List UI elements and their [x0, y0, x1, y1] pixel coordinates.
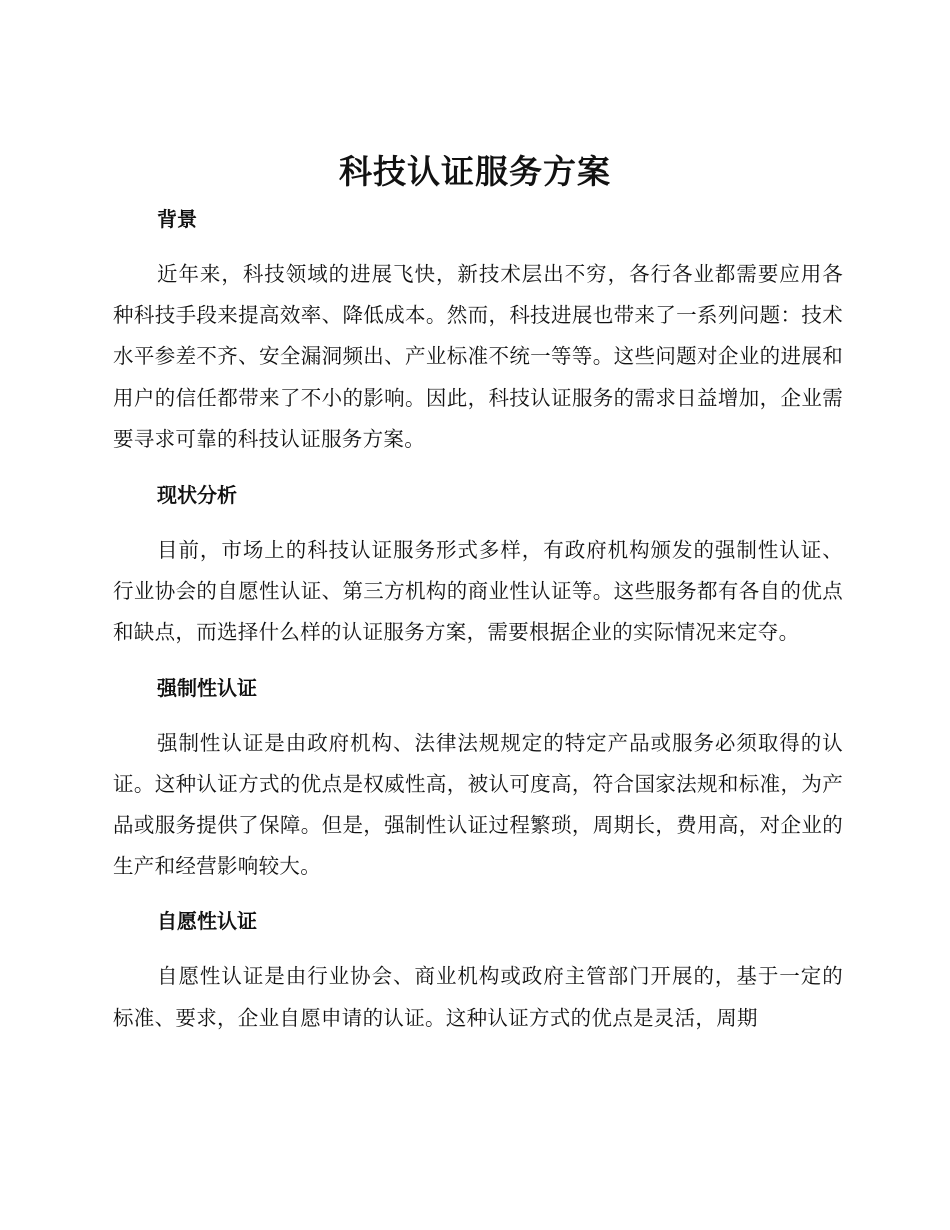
section-paragraph-voluntary-certification: 自愿性认证是由行业协会、商业机构或政府主管部门开展的，基于一定的标准、要求，企业自愿申请的认证。这种认证方式的优点是灵活，周期: [113, 964, 843, 1030]
section-heading-background: 背景: [157, 207, 197, 231]
section-heading-status-analysis: 现状分析: [157, 483, 237, 508]
section-heading-mandatory-certification: 强制性认证: [157, 675, 257, 700]
document-body: [113, 200, 843, 1039]
section-heading-voluntary-certification: 自愿性认证: [157, 909, 257, 934]
section-paragraph-background: 近年来，科技领域的进展飞快，新技术层出不穷，各行各业都需要应用各种科技手段来提高效率、降低成本。然而，科技进展也带来了一系列问题：技术水平参差不齐、安全漏洞频出、产业标准不统一等等。这些问题对企业的进展和用户的信任都带来了不小的影响。因此，科技认证服务的需求日益增加，企业需要寻求可靠的科技认证服务方案。: [113, 262, 843, 451]
document-title: 科技认证服务方案: [339, 152, 611, 191]
section-paragraph-mandatory-certification: 强制性认证是由政府机构、法律法规规定的特定产品或服务必须取得的认证。这种认证方式的优点是权威性高，被认可度高，符合国家法规和标准，为产品或服务提供了保障。但是，强制性认证过程繁琐，周期长，费用高，对企业的生产和经营影响较大。: [113, 730, 843, 879]
section-paragraph-status-analysis: 目前，市场上的科技认证服务形式多样，有政府机构颁发的强制性认证、行业协会的自愿性认证、第三方机构的商业性认证等。这些服务都有各自的优点和缺点，而选择什么样的认证服务方案，需要根据企业的实际情况来定夺。: [113, 538, 843, 645]
